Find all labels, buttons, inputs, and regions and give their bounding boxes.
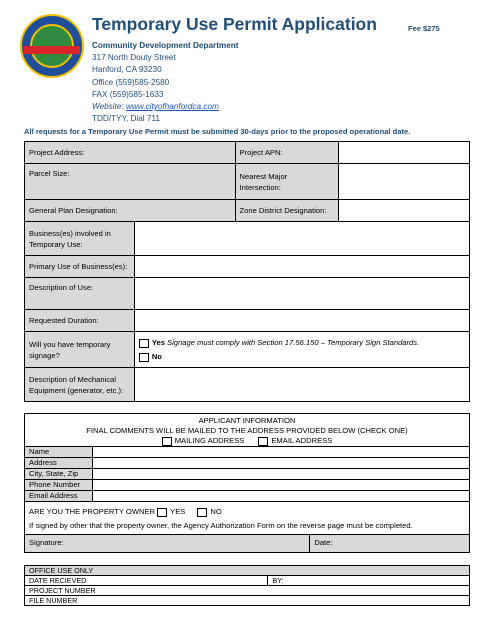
fax-number: FAX (559)585-1633 [92, 89, 164, 99]
date-received-label: DATE RECIEVED [25, 576, 268, 586]
owner-no-checkbox[interactable] [197, 508, 207, 517]
general-plan-label: General Plan Designation: [25, 200, 236, 222]
file-number-label: FILE NUMBER [25, 596, 470, 606]
owner-question: ARE YOU THE PROPERTY OWNER [29, 507, 156, 516]
date-label: Date: [314, 538, 333, 547]
by-label: BY: [268, 576, 470, 586]
city-state-zip-field[interactable] [92, 469, 469, 480]
signage-no-label: No [151, 352, 162, 361]
email-label: EMAIL ADDRESS [271, 436, 333, 445]
owner-no-label: NO [210, 507, 222, 516]
requested-duration-label: Requested Duration: [25, 310, 135, 332]
applicant-heading: APPLICANT INFORMATION [198, 416, 296, 425]
primary-use-field[interactable] [134, 256, 469, 278]
description-use-label: Description of Use: [25, 278, 135, 310]
applicant-header [25, 414, 470, 447]
signage-line-2: signage? [29, 350, 60, 360]
signature-field[interactable] [25, 535, 310, 553]
address-label: Address [25, 458, 93, 469]
mechanical-line-2: Equipment (generator, etc.): [29, 385, 124, 395]
project-apn-label: Project APN: [235, 142, 339, 164]
email-checkbox[interactable] [258, 437, 268, 446]
email-address-field[interactable] [92, 491, 469, 502]
seal-banner [24, 46, 80, 54]
owner-yes-checkbox[interactable] [157, 508, 167, 517]
contact-block [92, 40, 239, 125]
phone-label: Phone Number [25, 480, 93, 491]
fee-label: Fee $275 [408, 24, 440, 33]
date-field[interactable] [310, 535, 470, 553]
mailing-label: MAILING ADDRESS [174, 436, 245, 445]
intersection-text: Intersection: [239, 182, 281, 192]
signage-line-1: Will you have temporary [29, 339, 111, 349]
requested-duration-field[interactable] [134, 310, 469, 332]
name-field[interactable] [92, 447, 469, 458]
project-apn-field[interactable] [339, 142, 470, 164]
business-line-2: Temporary Use: [29, 239, 83, 249]
project-number-label: PROJECT NUMBER [25, 586, 470, 596]
signage-label [25, 332, 135, 368]
city-seal-logo [20, 14, 84, 78]
office-use-table [24, 565, 470, 606]
page-title: Temporary Use Permit Application [92, 14, 377, 34]
business-field[interactable] [134, 222, 469, 256]
mechanical-field[interactable] [134, 368, 469, 402]
applicant-table [24, 413, 470, 544]
mailing-checkbox[interactable] [162, 437, 172, 446]
owner-yes-label: YES [170, 507, 186, 516]
signage-options [134, 332, 469, 368]
nearest-intersection-label [235, 164, 339, 200]
website-label: Website: [92, 102, 124, 112]
parcel-size-label: Parcel Size: [25, 164, 236, 200]
submission-notice: All requests for a Temporary Use Permit must be submitted 30-days prior to the proposed operational date. [24, 127, 411, 136]
city-state-zip-label: City, State, Zip [25, 469, 93, 480]
signage-note: Signage must comply with Section 17.56.150 – Temporary Sign Standards. [167, 338, 420, 347]
mechanical-label [25, 368, 135, 402]
street-address: 317 North Douty Street [92, 53, 176, 63]
office-phone: Office (559)585-2580 [92, 77, 170, 87]
project-info-table [24, 141, 470, 402]
address-field[interactable] [92, 458, 469, 469]
zone-district-field[interactable] [339, 200, 470, 222]
nearest-intersection-field[interactable] [339, 164, 470, 200]
nearest-major-text: Nearest Major [239, 171, 288, 181]
description-use-field[interactable] [134, 278, 469, 310]
name-label: Name [25, 447, 93, 458]
primary-use-label: Primary Use of Business(es): [25, 256, 135, 278]
website-link[interactable]: www.cityofhanfordca.com [125, 102, 219, 112]
business-line-1: Business(es) involved in [29, 228, 111, 238]
signage-yes-checkbox[interactable] [139, 339, 149, 348]
zone-district-label: Zone District Designation: [235, 200, 339, 222]
phone-field[interactable] [92, 480, 469, 491]
business-label [25, 222, 135, 256]
mechanical-line-1: Description of Mechanical [29, 374, 116, 384]
final-comments-text: FINAL COMMENTS WILL BE MAILED TO THE ADDRESS PROVIDED BELOW (CHECK ONE) [86, 426, 408, 435]
project-address-label: Project Address: [25, 142, 236, 164]
tdd-line: TDD/TYY, Dial 711 [92, 114, 160, 124]
signature-label: Signature: [29, 538, 64, 547]
authorization-note: If signed by other that the property owner, the Agency Authorization Form on the reverse page must be completed. [29, 521, 413, 530]
signage-yes-label: Yes [151, 338, 165, 347]
email-address-label: Email Address [25, 491, 93, 502]
city-address: Hanford, CA 93230 [92, 65, 162, 75]
website-line [92, 101, 239, 113]
signage-no-checkbox[interactable] [139, 353, 149, 362]
signature-table [24, 534, 470, 553]
office-use-heading: OFFICE USE ONLY [25, 566, 470, 576]
department-name: Community Development Department [92, 41, 239, 50]
